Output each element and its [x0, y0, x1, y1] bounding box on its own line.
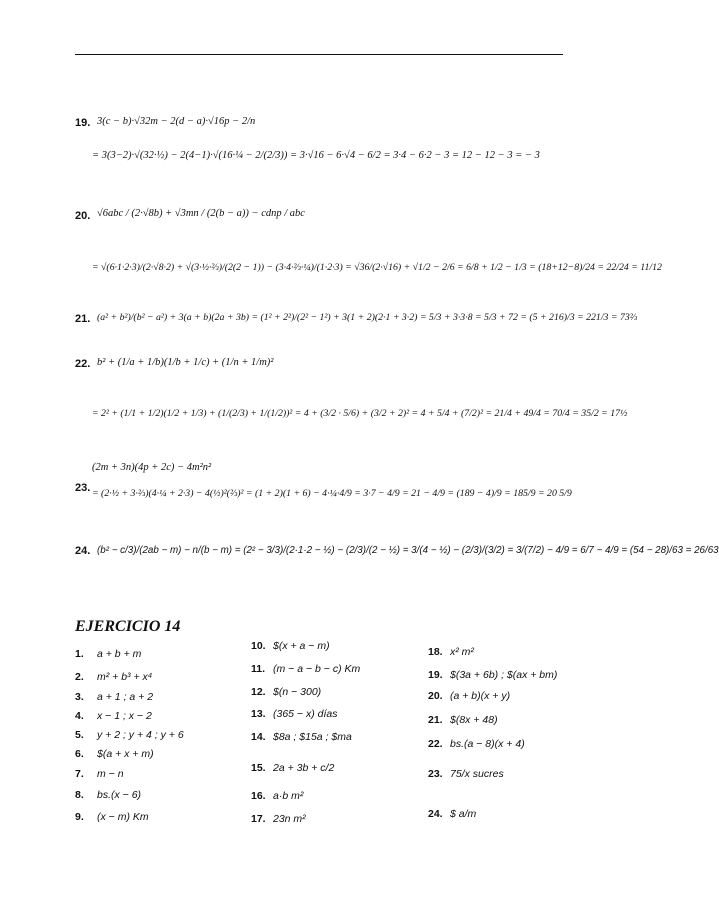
answer-8: 8. bs.(x − 6) — [75, 789, 142, 801]
answer-23: 23. 75/x sucres — [428, 768, 504, 780]
problem-22-solution: = 2² + (1/1 + 1/2)(1/2 + 1/3) + (1/(2/3) + 1/(1/2))² = 4 + (3/2 · 5/6) + (3/2 + 2)² = 4 + 5/4 + (7/2)² = 21/4 + 49/4 = 70/4 = 35/2 = 17½ — [92, 408, 628, 419]
answer-6: 6. $(a + x + m) — [75, 748, 154, 760]
problem-23-statement: (2m + 3n)(4p + 2c) − 4m²n² — [92, 462, 212, 473]
problem-21-statement: (a² + b²)/(b² − a²) + 3(a + b)(2a + 3b) = (1² + 2²)/(2² − 1²) + 3(1 + 2)(2·1 + 3·2) = 5/3 + 3·3·8 = 5/3 + 72 = (5 + 216)/3 = 221/3 = 73⅔ — [97, 312, 638, 323]
answer-18: 18. x² m² — [428, 646, 474, 658]
answer-3: 3. a + 1 ; a + 2 — [75, 691, 154, 703]
answer-13: 13. (365 − x) días — [251, 708, 338, 720]
answer-4: 4. x − 1 ; x − 2 — [75, 710, 152, 722]
answer-15: 15. 2a + 3b + c/2 — [251, 762, 335, 774]
problem-23-solution: = (2·½ + 3·⅔)(4·¼ + 2·3) − 4(½)²(⅔)² = (1 + 2)(1 + 6) − 4·¼·4/9 = 3·7 − 4/9 = 21 − 4/9 = (189 − 4)/9 = 185/9 = 20 5/9 — [92, 488, 572, 499]
answer-9: 9. (x − m) Km — [75, 811, 149, 823]
problem-22-statement: b² + (1/a + 1/b)(1/b + 1/c) + (1/n + 1/m)² — [97, 357, 274, 368]
answer-14: 14. $8a ; $15a ; $ma — [251, 731, 352, 743]
answer-5: 5. y + 2 ; y + 4 ; y + 6 — [75, 729, 184, 741]
problem-24-solution: (b² − c/3)/(2ab − m) − n/(b − m) = (2² − 3/3)/(2·1·2 − ½) − (2/3)/(2 − ½) = 3/(4 − ½) − (2/3)/(3/2) = 3/(7/2) − 4/9 = 6/7 − 4/9 = (54 − 28)/63 = 26/63 — [97, 545, 719, 556]
answer-7: 7. m − n — [75, 768, 124, 780]
problem-21-number: 21. — [75, 313, 91, 325]
answer-21: 21. $(8x + 48) — [428, 714, 498, 726]
problem-20-number: 20. — [75, 210, 91, 222]
answer-19: 19. $(3a + 6b) ; $(ax + bm) — [428, 669, 558, 681]
answer-2: 2. m² + b³ + x⁴ — [75, 671, 153, 683]
answer-11: 11. (m − a − b − c) Km — [251, 663, 361, 675]
answer-24: 24. $ a/m — [428, 808, 477, 820]
problem-19-statement: 3(c − b)·√32m − 2(d − a)·√16p − 2/n — [97, 116, 256, 127]
answer-22: 22. bs.(a − 8)(x + 4) — [428, 738, 525, 750]
problem-20-statement: √6abc / (2·√8b) + √3mn / (2(b − a)) − cdnp / abc — [97, 208, 305, 219]
exercise-title: EJERCICIO 14 — [75, 618, 181, 635]
problem-19-solution: = 3(3−2)·√(32·½) − 2(4−1)·√(16·¼ − 2/(2/3)) = 3·√16 − 6·√4 − 6/2 = 3·4 − 6·2 − 3 = 12 − 12 − 3 = − 3 — [92, 150, 540, 161]
answer-16: 16. a·b m² — [251, 790, 304, 802]
top-rule — [75, 54, 563, 55]
answer-20: 20. (a + b)(x + y) — [428, 690, 511, 702]
answer-10: 10. $(x + a − m) — [251, 640, 330, 652]
answer-12: 12. $(n − 300) — [251, 686, 322, 698]
problem-19-number: 19. — [75, 117, 91, 129]
problem-20-solution: = √(6·1·2·3)/(2·√8·2) + √(3·½·⅔)/(2(2 − 1)) − (3·4·⅔·¼)/(1·2·3) = √36/(2·√16) + √1/2 − 2/6 = 6/8 + 1/2 − 1/3 = (18+12−8)/24 = 22/24 = 11/12 — [92, 262, 662, 273]
problem-22-number: 22. — [75, 358, 91, 370]
problem-23-number: 23. — [75, 482, 91, 494]
answer-17: 17. 23n m² — [251, 813, 306, 825]
answer-1: 1. a + b + m — [75, 648, 142, 660]
problem-24-number: 24. — [75, 545, 91, 557]
